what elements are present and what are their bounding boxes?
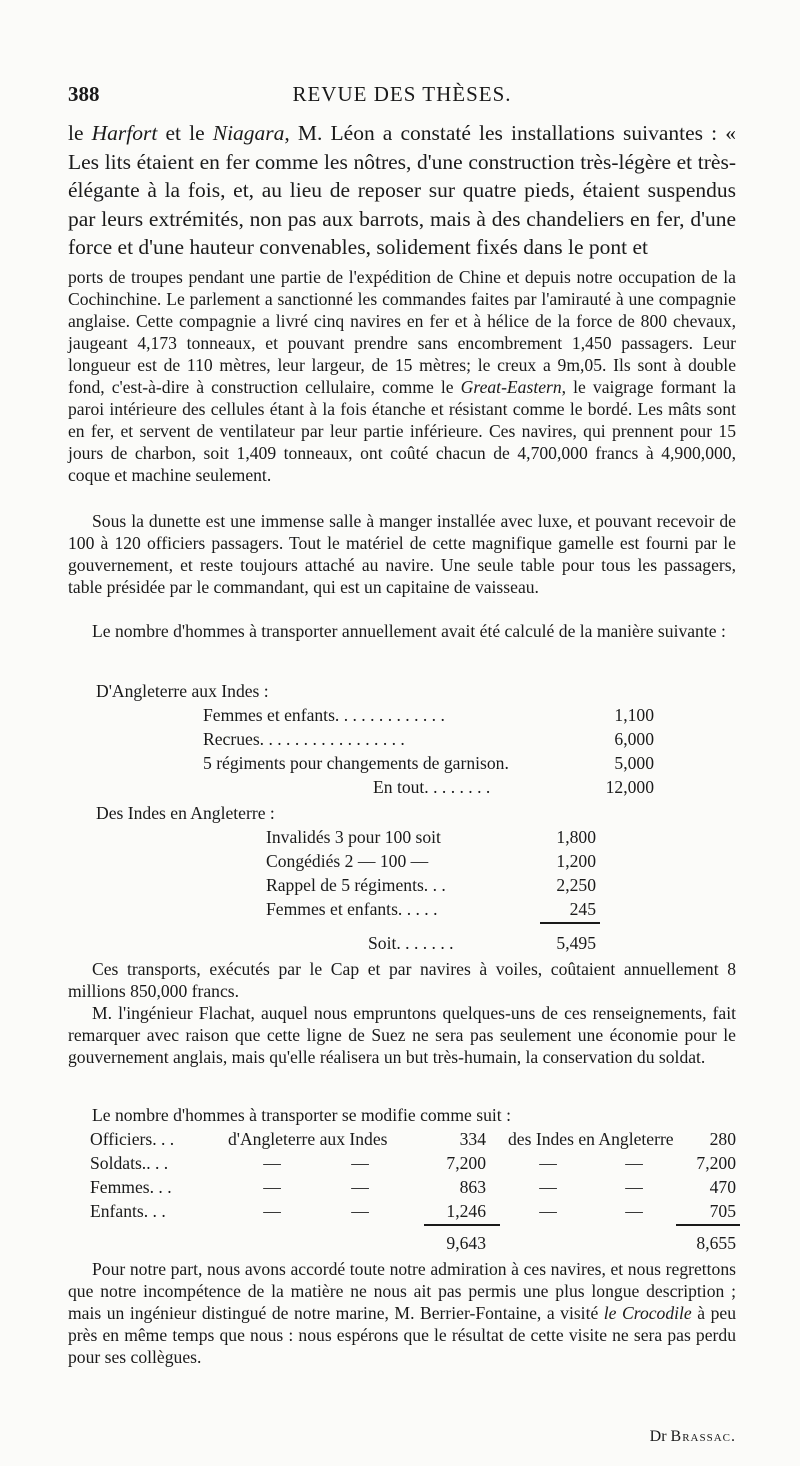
dash-mark: —: [263, 1177, 281, 1197]
paragraph-ships: [68, 266, 736, 486]
ship-name-harfort: Harfort: [91, 121, 158, 145]
dash: [620, 1200, 648, 1222]
dash: [258, 1176, 286, 1198]
dash-mark: —: [351, 1177, 369, 1197]
row-value: 1,800: [556, 827, 596, 847]
dash-mark: —: [263, 1153, 281, 1173]
dash-mark: —: [539, 1177, 557, 1197]
text-run: le: [68, 121, 92, 145]
row-label: Congédiés 2 — 100 —: [266, 851, 429, 871]
dash: [258, 1152, 286, 1174]
sum-rule: [424, 1224, 500, 1226]
ship-name-niagara: Niagara: [212, 121, 285, 145]
paragraph-conclusion: [68, 1258, 736, 1368]
dash: [258, 1200, 286, 1222]
text-run: à peu près en même temps que nous : nous espérons que le résultat de cette visite ne sera pas perdu pour ses collègues.: [68, 1303, 736, 1367]
dash-mark: —: [625, 1153, 643, 1173]
row-label: Invalidés 3 pour 100 soit: [266, 827, 441, 847]
table-heading: Des Indes en Angleterre :: [96, 803, 275, 823]
total-value: 5,495: [556, 933, 596, 953]
text-run: et le: [157, 121, 213, 145]
row-value-to-india: 863: [459, 1177, 486, 1197]
row-value-to-india: 1,246: [446, 1201, 486, 1221]
ship-name-great-eastern: Great-Eastern: [460, 377, 562, 397]
paragraph-dining-room: Sous la dunette est une immense salle à manger installée avec luxe, et pouvant recevoir de 100 à 120 officiers passagers. Tout le matériel de cette magnifique gamelle est fourni par le gouvernement, et reste toujours attaché au navire. Une seule table pour tous les passagers, table présidée par le commandant, qui est un capitaine de vaisseau.: [68, 511, 736, 597]
signature-name: Brassac.: [670, 1428, 736, 1445]
sum-rule: [540, 922, 600, 924]
dash: [620, 1176, 648, 1198]
signature: [560, 1428, 736, 1446]
row-label: Femmes et enfants. . . . .: [266, 899, 438, 919]
row-label: Femmes. . .: [90, 1177, 172, 1197]
row-label: Officiers. . .: [90, 1129, 175, 1149]
dash: [534, 1176, 562, 1198]
total-label: En tout. . . . . . . .: [373, 777, 491, 797]
total-to-england: 8,655: [696, 1233, 736, 1253]
row-value: 6,000: [614, 729, 654, 749]
row-label: Femmes et enfants. . . . . . . . . . . . .: [203, 705, 445, 725]
dash-mark: —: [539, 1201, 557, 1221]
row-label: Rappel de 5 régiments. . .: [266, 875, 446, 895]
running-title: REVUE DES THÈSES.: [292, 82, 512, 106]
paragraph-transport-cost: Ces transports, exécutés par le Cap et par navires à voiles, coûtaient annuellement 8 millions 850,000 francs.: [68, 959, 736, 1001]
row-value-to-england: 470: [709, 1177, 736, 1197]
text-run: , le vaigrage formant la paroi intérieure des cellules étant à la fois étanche et résistant comme le bordé. Les mâts sont en fer, et servent de ventilateur par leur partie inférieure. Ces navires, qui prennent pour 15 jours de charbon, soit 1,409 tonneaux, ont coûté chacun de 4,700,000 francs à 4,900,000, coque et machine seulement.: [68, 377, 736, 485]
row-value-to-india: 7,200: [446, 1153, 486, 1173]
table-heading: D'Angleterre aux Indes :: [96, 681, 269, 701]
row-label: Recrues. . . . . . . . . . . . . . . . .: [203, 729, 405, 749]
row-label: Enfants. . .: [90, 1201, 166, 1221]
paragraph-modified-count: Le nombre d'hommes à transporter se modifie comme suit :: [92, 1105, 511, 1125]
row-value: 245: [569, 899, 596, 919]
dash-mark: —: [625, 1177, 643, 1197]
text-run: ports de troupes pendant une partie de l'expédition de Chine et depuis notre occupation de la Cochinchine. Le parlement a sanctionné les commandes faites par l'amirauté à une compagnie anglaise. Cette compagnie a livré cinq navires en fer et à hélice de la force de 800 chevaux, jaugeant 4,173 tonneaux, et pouvant prendre sans encombrement 1,450 passagers. Leur longueur est de 110 mètres, leur largeur, de 15 mètres; le creux a 9m,05. Ils sont à double fond, c'est-à-dire à construction cellulaire, comme le: [68, 267, 736, 397]
row-value-to-england: 280: [709, 1129, 736, 1149]
paragraph-installations: [68, 119, 736, 262]
total-label: Soit. . . . . . .: [368, 933, 454, 953]
column-header-to-england: des Indes en Angleterre: [508, 1129, 674, 1149]
row-value: 5,000: [614, 753, 654, 773]
text-run: Pour notre part, nous avons accordé toute notre admiration à ces navires, et nous regrettons que notre incompétence de la matière ne nous ait pas permis une plus longue description ; mais un ingénieur distingué de notre marine, M. Berrier-Fontaine, a visité: [68, 1259, 736, 1323]
dash: [346, 1152, 374, 1174]
sum-rule: [676, 1224, 740, 1226]
dash: [620, 1152, 648, 1174]
text-run: , M. Léon a constaté les installations suivantes : « Les lits étaient en fer comme les nôtres, d'une construction très-légère et très-élégante à la fois, et, au lieu de reposer sur quatre pieds, étaient suspendus par leurs extrémités, non pas aux barrots, mais à des chandeliers en fer, d'une force et d'une hauteur convenables, solidement fixés dans le pont et: [68, 121, 736, 260]
signature-title: Dr: [649, 1428, 667, 1445]
row-value: 1,100: [614, 705, 654, 725]
dash: [534, 1152, 562, 1174]
row-label: Soldats.. . .: [90, 1153, 169, 1173]
total-to-india: 9,643: [446, 1233, 486, 1253]
dash: [346, 1200, 374, 1222]
dash: [346, 1176, 374, 1198]
ship-name-crocodile: le Crocodile: [603, 1303, 692, 1323]
dash-mark: —: [351, 1201, 369, 1221]
column-header-to-india: d'Angleterre aux Indes: [228, 1129, 388, 1149]
total-value: 12,000: [605, 777, 654, 797]
row-value-to-england: 705: [709, 1201, 736, 1221]
dash-mark: —: [625, 1201, 643, 1221]
dash: [534, 1200, 562, 1222]
row-label: 5 régiments pour changements de garnison.: [203, 753, 509, 773]
row-value-to-england: 7,200: [696, 1153, 736, 1173]
page-header: [68, 82, 736, 112]
page-number: 388: [68, 82, 100, 106]
paragraph-count-intro: Le nombre d'hommes à transporter annuellement avait été calculé de la manière suivante :: [92, 621, 726, 641]
row-value: 2,250: [556, 875, 596, 895]
paragraph-flachat: M. l'ingénieur Flachat, auquel nous empruntons quelques-uns de ces renseignements, fait remarquer avec raison que cette ligne de Suez ne sera pas seulement une économie pour le gouvernement anglais, mais qu'elle réalisera un but très-humain, la conservation du soldat.: [68, 1003, 736, 1067]
dash-mark: —: [539, 1153, 557, 1173]
dash-mark: —: [351, 1153, 369, 1173]
dash-mark: —: [263, 1201, 281, 1221]
row-value: 1,200: [556, 851, 596, 871]
row-value-to-india: 334: [459, 1129, 486, 1149]
